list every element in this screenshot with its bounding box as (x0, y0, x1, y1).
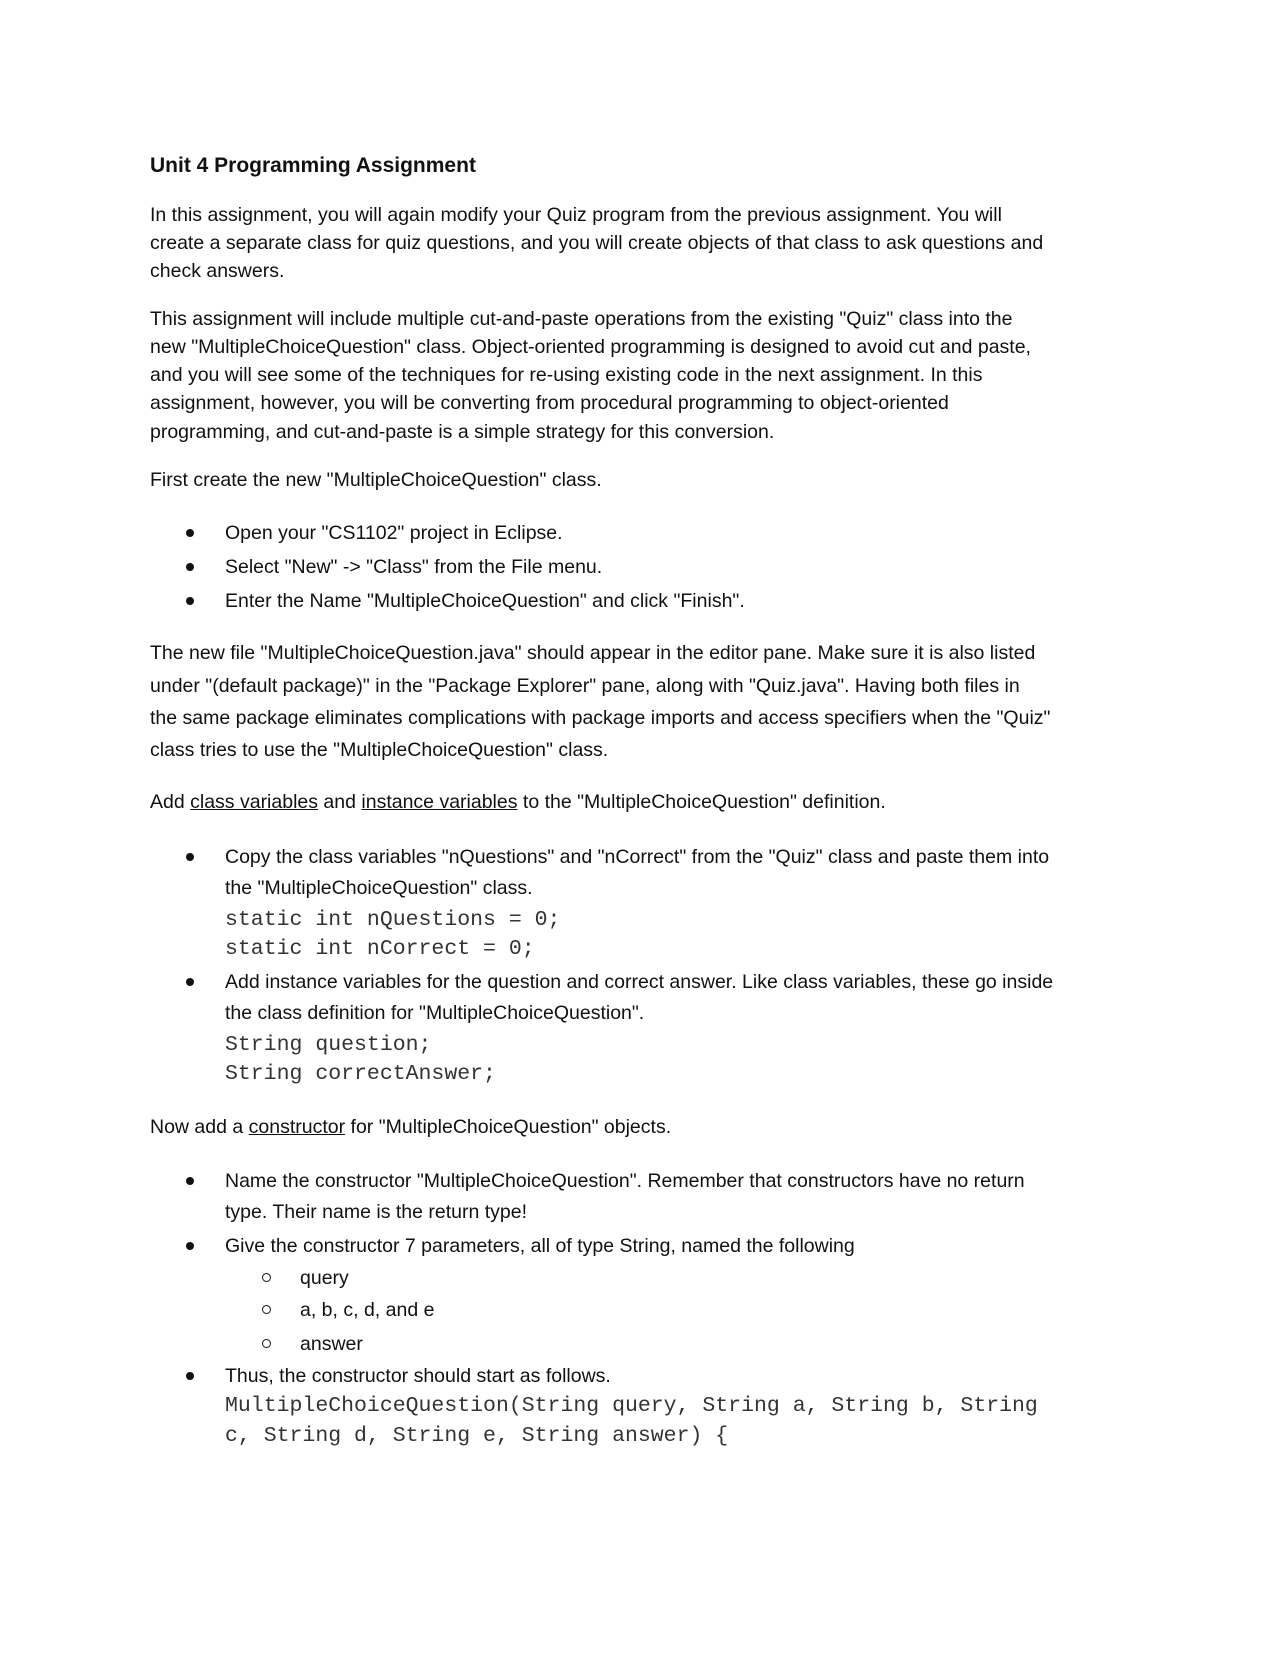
paragraph-line: under "(default package)" in the "Package Explorer" pane, along with "Quiz.java". Having both files in (150, 675, 1020, 697)
bullet-icon (186, 529, 194, 537)
text: and (318, 791, 362, 813)
bullet-icon (186, 1372, 194, 1380)
list-item: the class definition for "MultipleChoiceQuestion". (225, 1002, 645, 1024)
paragraph-line: the same package eliminates complications with package imports and access specifiers when the "Quiz" (150, 707, 1051, 729)
list-item: Give the constructor 7 parameters, all of type String, named the following (225, 1235, 855, 1257)
bullet-icon (186, 597, 194, 605)
paragraph-line: and you will see some of the techniques for re-using existing code in the next assignment. In this (150, 364, 983, 386)
code-line: static int nQuestions = 0; (225, 908, 561, 932)
paragraph-line: In this assignment, you will again modify your Quiz program from the previous assignment. You will (150, 204, 1002, 226)
sub-list-item: query (300, 1267, 349, 1289)
list-item: Enter the Name "MultipleChoiceQuestion" and click "Finish". (225, 590, 745, 612)
page-title: Unit 4 Programming Assignment (150, 154, 476, 177)
paragraph-line: First create the new "MultipleChoiceQuestion" class. (150, 469, 602, 491)
paragraph-line: programming, and cut-and-paste is a simple strategy for this conversion. (150, 421, 775, 443)
list-item: the "MultipleChoiceQuestion" class. (225, 877, 533, 899)
bullet-icon (186, 853, 194, 861)
constructor-link[interactable]: constructor (248, 1116, 346, 1138)
code-line: MultipleChoiceQuestion(String query, String a, String b, String (225, 1394, 1038, 1418)
bullet-icon (186, 1242, 194, 1250)
instance-variables-link[interactable]: instance variables (361, 791, 518, 813)
sub-bullet-icon (262, 1273, 271, 1282)
paragraph-line: create a separate class for quiz questions, and you will create objects of that class to ask questions and (150, 232, 1044, 254)
list-item: Add instance variables for the question and correct answer. Like class variables, these go inside (225, 971, 1054, 993)
paragraph-line (150, 788, 886, 816)
sub-bullet-icon (262, 1305, 271, 1314)
list-item: Select "New" -> "Class" from the File menu. (225, 556, 603, 578)
sub-list-item: answer (300, 1333, 363, 1355)
bullet-icon (186, 978, 194, 986)
bullet-icon (186, 563, 194, 571)
paragraph-line: This assignment will include multiple cut-and-paste operations from the existing "Quiz" class into the (150, 308, 1013, 330)
text: for "MultipleChoiceQuestion" objects. (345, 1116, 672, 1138)
sub-list-item: a, b, c, d, and e (300, 1299, 435, 1321)
paragraph-line: class tries to use the "MultipleChoiceQuestion" class. (150, 739, 609, 761)
paragraph-line (150, 1113, 671, 1141)
code-line: static int nCorrect = 0; (225, 937, 535, 961)
paragraph-line: check answers. (150, 260, 285, 282)
paragraph-line: The new file "MultipleChoiceQuestion.java" should appear in the editor pane. Make sure it is also listed (150, 642, 1036, 664)
bullet-icon (186, 1177, 194, 1185)
code-line: c, String d, String e, String answer) { (225, 1424, 729, 1448)
paragraph-line: assignment, however, you will be converting from procedural programming to object-oriented (150, 392, 949, 414)
sub-bullet-icon (262, 1339, 271, 1348)
list-item: Copy the class variables "nQuestions" and "nCorrect" from the "Quiz" class and paste them into (225, 846, 1050, 868)
list-item: type. Their name is the return type! (225, 1201, 528, 1223)
list-item: Thus, the constructor should start as follows. (225, 1365, 611, 1387)
code-line: String correctAnswer; (225, 1062, 496, 1086)
text: to the "MultipleChoiceQuestion" definition. (517, 791, 886, 813)
paragraph-line: new "MultipleChoiceQuestion" class. Object-oriented programming is designed to avoid cut and paste, (150, 336, 1031, 358)
text: Now add a (150, 1116, 249, 1138)
list-item: Open your "CS1102" project in Eclipse. (225, 522, 563, 544)
class-variables-link[interactable]: class variables (190, 791, 319, 813)
list-item: Name the constructor "MultipleChoiceQuestion". Remember that constructors have no return (225, 1170, 1025, 1192)
text: Add (150, 791, 191, 813)
code-line: String question; (225, 1033, 432, 1057)
